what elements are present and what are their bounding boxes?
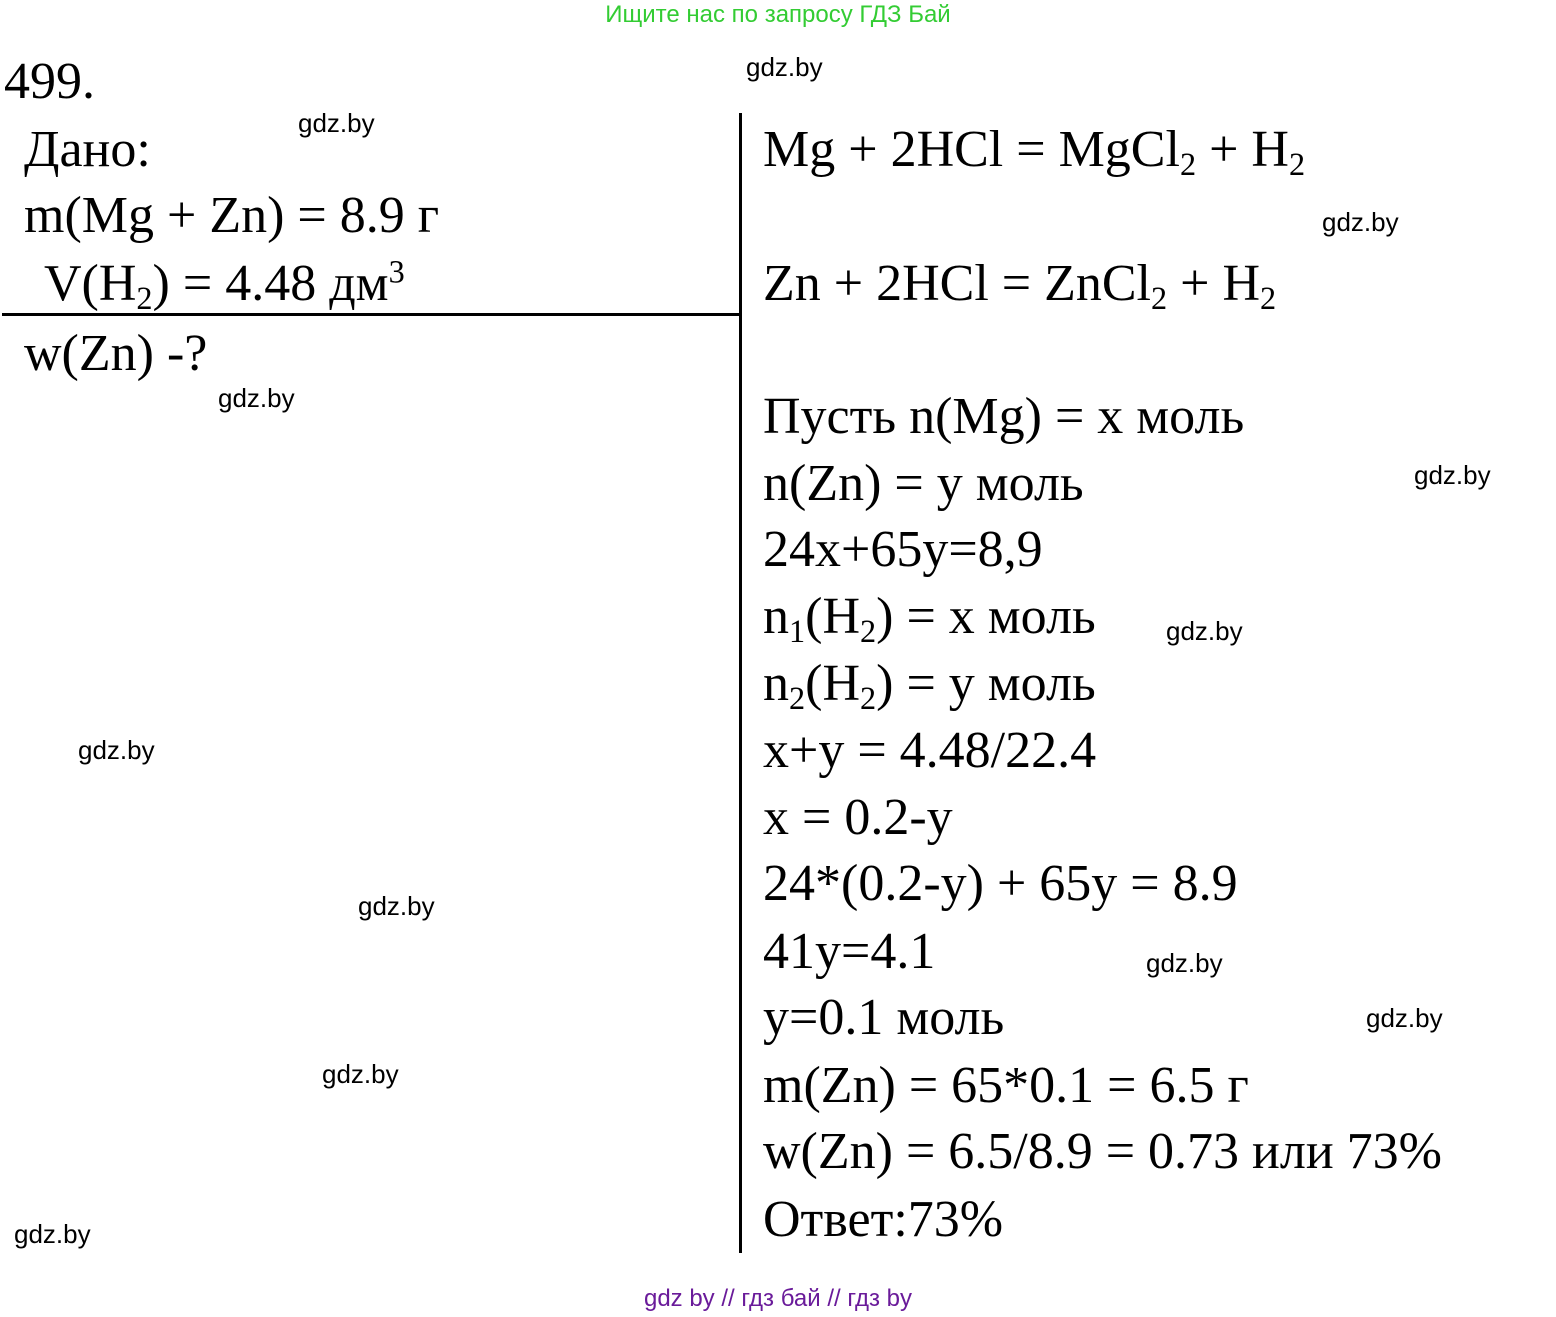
footer-links: gdz by // гдз бай // гдз by: [643, 1285, 913, 1312]
answer-line: Ответ:73%: [763, 1191, 1004, 1248]
watermark: gdz.by: [298, 108, 375, 138]
solution-let-line: Пусть n(Mg) = x моль: [763, 388, 1245, 445]
search-banner: Ищите нас по запросу ГДЗ Бай: [605, 1, 951, 28]
given-volume: $V(H_2) = 4.48$ $дм^3$: [44, 253, 405, 317]
given-heading: Дано:: [24, 121, 151, 178]
watermark: gdz.by: [1166, 616, 1243, 646]
solution-substitution-line: 24*(0.2-y) + 65y = 8.9: [763, 855, 1238, 912]
watermark: gdz.by: [358, 891, 435, 921]
equation-mg: Mg + 2HCl = MgCl$_2$ + $H_2$: [763, 121, 1306, 183]
watermark: gdz.by: [746, 52, 823, 82]
solution-x-line: x = 0.2-y: [763, 789, 953, 846]
solution-mass-equation: 24x+65y=8,9: [763, 521, 1043, 578]
watermark: gdz.by: [1414, 460, 1491, 490]
problem-number: 499.: [4, 53, 95, 110]
solution-41y-line: 41y=4.1: [763, 923, 936, 980]
watermark: gdz.by: [1322, 207, 1399, 237]
watermark: gdz.by: [322, 1059, 399, 1089]
solution-n2-line: $n_2(H_2) = y$ моль: [763, 655, 1096, 717]
watermark: gdz.by: [14, 1219, 91, 1249]
solution-y-line: y=0.1 моль: [763, 989, 1005, 1046]
solution-mzn-line: m(Zn) = 65*0.1 = 6.5 г: [763, 1057, 1249, 1114]
solution-wzn-line: w(Zn) = 6.5/8.9 = 0.73 или 73%: [763, 1123, 1442, 1180]
watermark: gdz.by: [1366, 1003, 1443, 1033]
given-mass: m(Mg + Zn) = 8.9 г: [24, 187, 440, 244]
solution-nzn-line: n(Zn) = y моль: [763, 455, 1084, 512]
watermark: gdz.by: [218, 383, 295, 413]
watermark: gdz.by: [78, 735, 155, 765]
vertical-divider: [739, 113, 742, 1253]
equation-zn: Zn + 2HCl = ZnCl$_2$ + $H_2$: [763, 255, 1277, 317]
watermark: gdz.by: [1146, 948, 1223, 978]
solution-sum-line: x+y = 4.48/22.4: [763, 722, 1097, 779]
find-target: w(Zn) -?: [24, 325, 208, 382]
solution-n1-line: $n_1(H_2) = x$ моль: [763, 588, 1096, 650]
